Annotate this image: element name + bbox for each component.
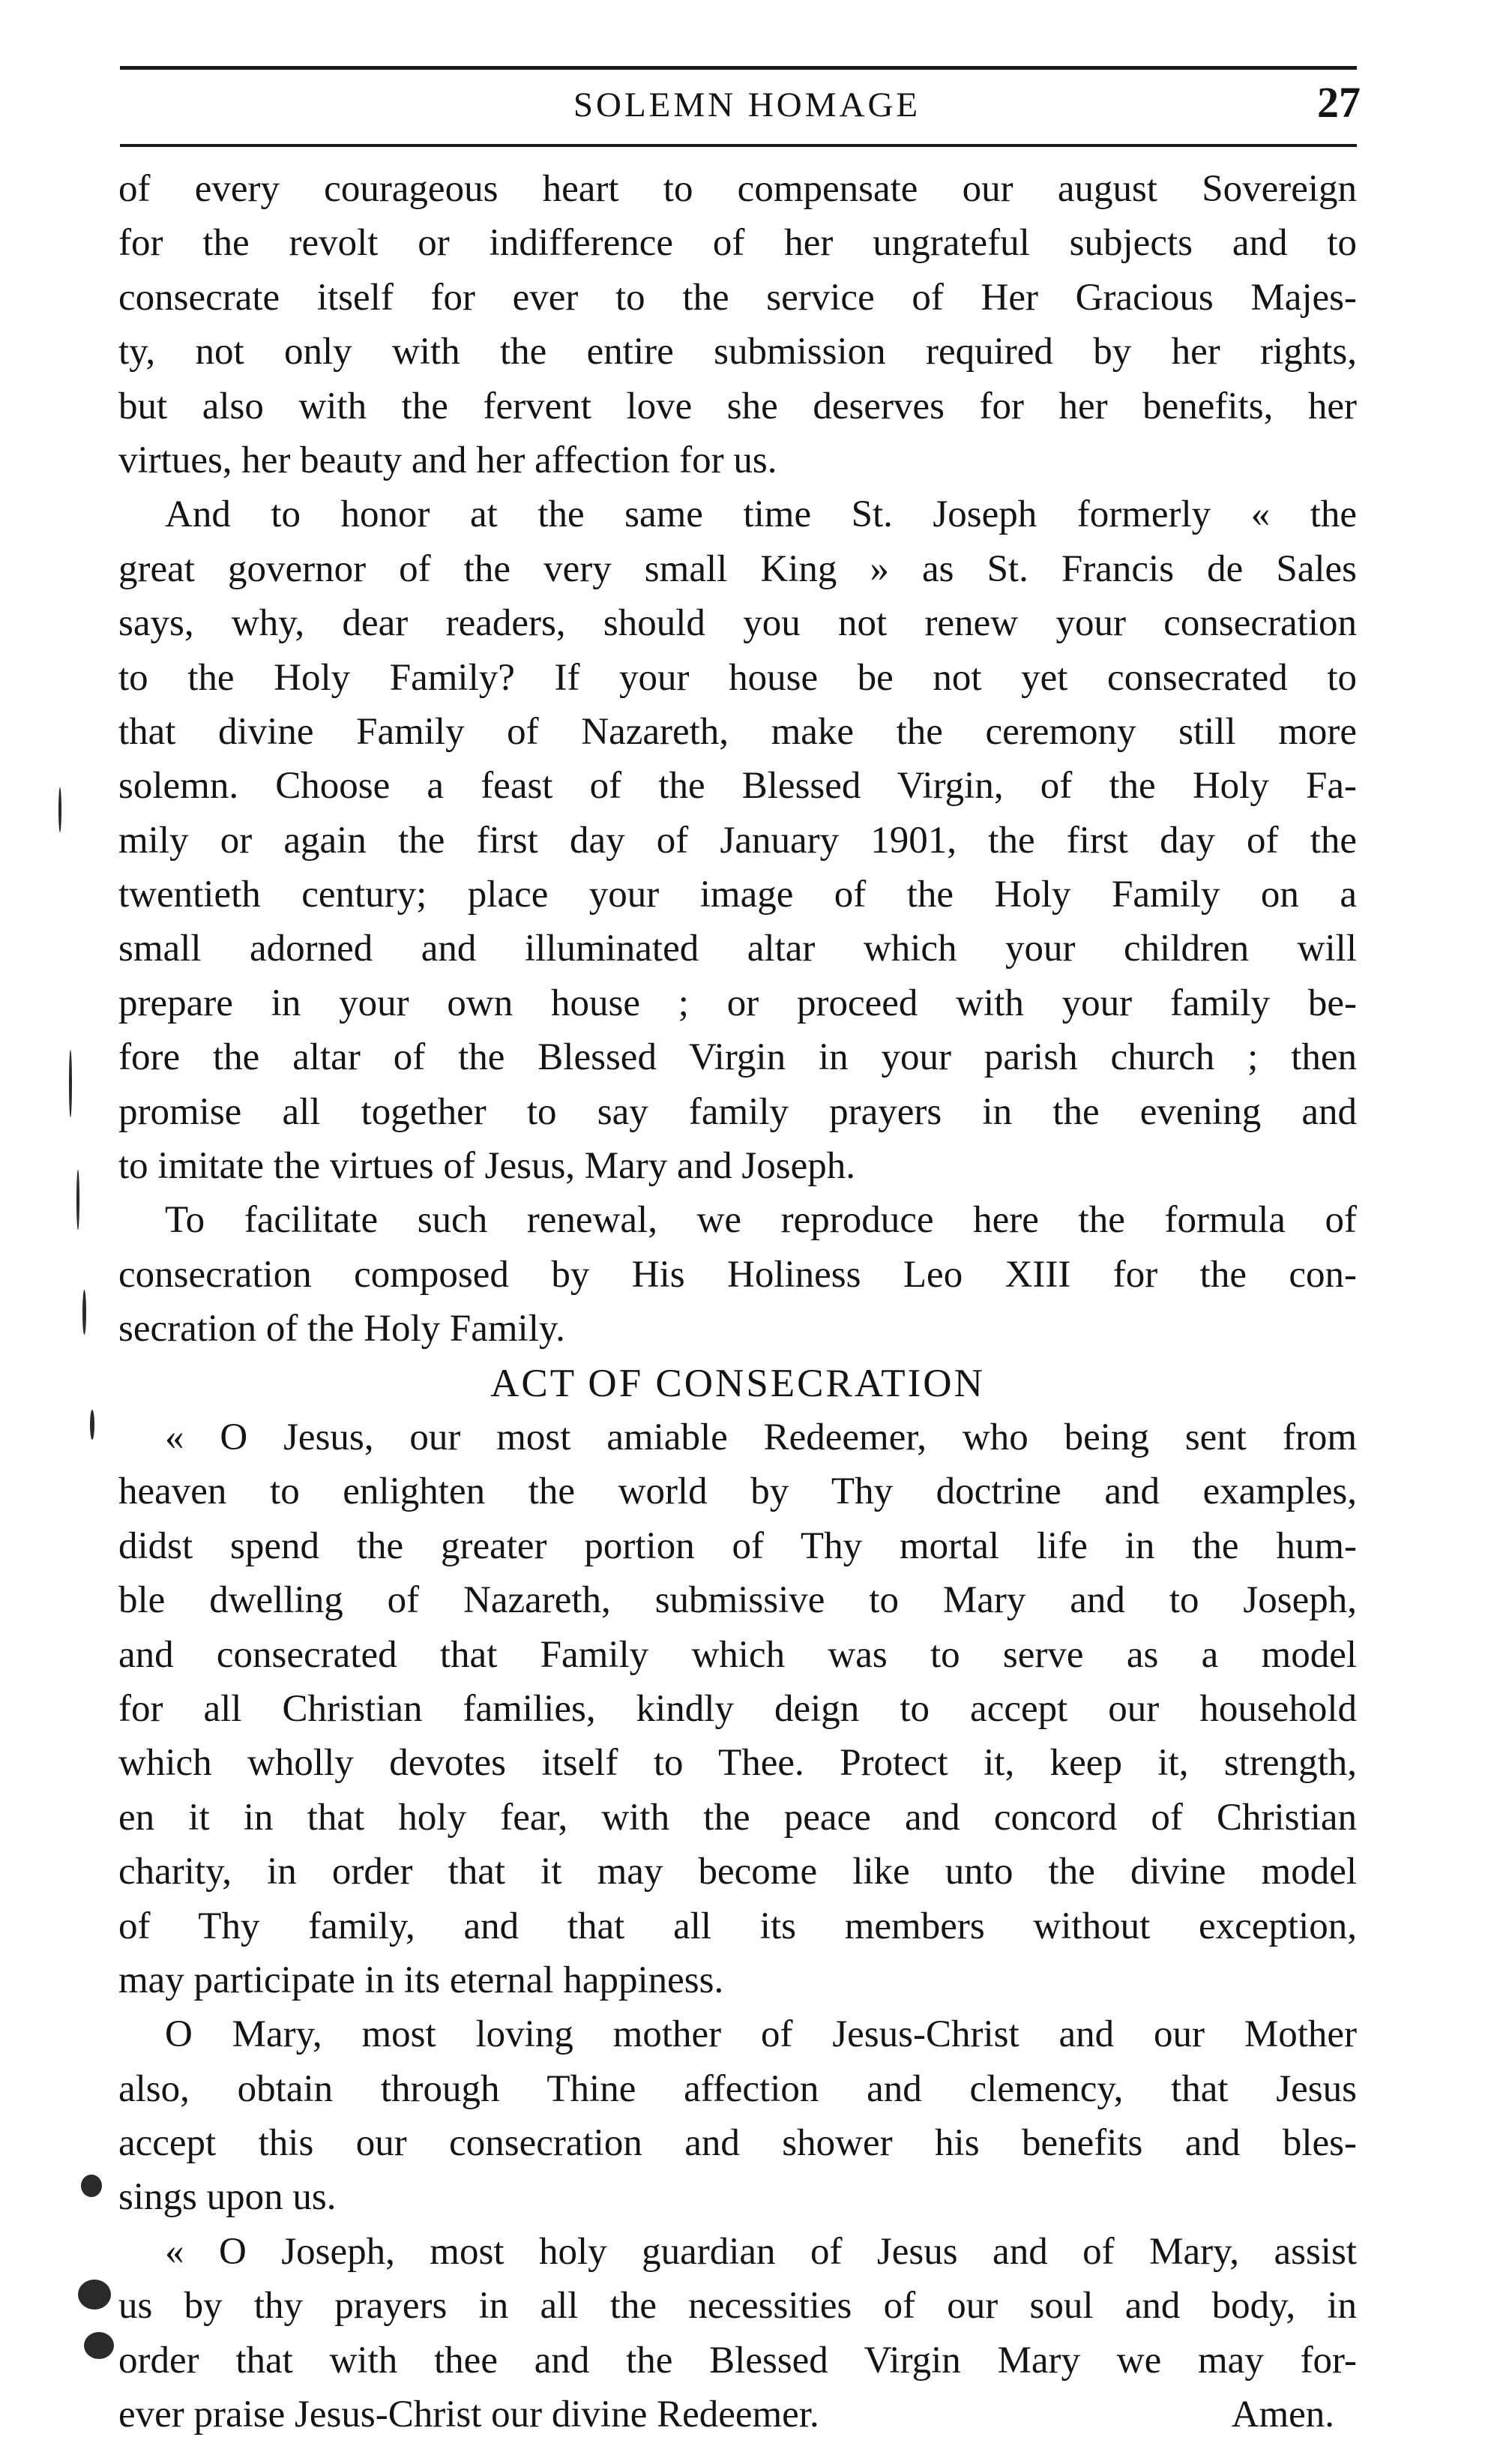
text-line: us by thy prayers in all the necessities of our soul and body, in <box>118 2285 1357 2328</box>
text-line: sings upon us. <box>118 2176 337 2219</box>
text-line: charity, in order that it may become like unto the divine model <box>118 1851 1357 1893</box>
text-line: virtues, her beauty and her affection for us. <box>118 439 777 481</box>
text-line: may participate in its eternal happiness. <box>118 1959 724 2001</box>
section-heading: ACT OF CONSECRATION <box>490 1361 985 1405</box>
text-line-final <box>118 2388 1357 2442</box>
margin-speck <box>84 2332 114 2359</box>
text-line: great governor of the very small King » as St. Francis de Sales <box>118 547 1357 590</box>
text-line: but also with the fervent love she deserves for her benefits, her <box>118 385 1357 427</box>
text-line: accept this our consecration and shower his benefits and bles- <box>118 2122 1357 2165</box>
text-line: to imitate the virtues of Jesus, Mary and Joseph. <box>118 1145 855 1188</box>
text-line: that divine Family of Nazareth, make the ceremony still more <box>118 710 1357 753</box>
margin-speck <box>81 2175 102 2197</box>
page-number: 27 <box>1317 78 1361 127</box>
text-line: promise all together to say family prayers in the evening and <box>118 1090 1357 1133</box>
running-title: SOLEMN HOMAGE <box>573 85 921 124</box>
body-text <box>118 162 1357 2442</box>
text-line: didst spend the greater portion of Thy mortal life in the hum- <box>118 1524 1357 1567</box>
text-line: « O Jesus, our most amiable Redeemer, who being sent from <box>165 1416 1357 1458</box>
text-line: for all Christian families, kindly deign to accept our household <box>118 1687 1357 1730</box>
text-line: for the revolt or indifference of her ungrateful subjects and to <box>118 222 1357 265</box>
text-line: solemn. Choose a feast of the Blessed Virgin, of the Holy Fa- <box>118 765 1357 808</box>
text-line: of every courageous heart to compensate our august Sovereign <box>118 168 1357 210</box>
margin-speck <box>90 1410 94 1440</box>
text-line: consecrate itself for ever to the service of Her Gracious Majes- <box>118 276 1357 319</box>
text-line: heaven to enlighten the world by Thy doctrine and examples, <box>118 1470 1357 1513</box>
text-line: consecration composed by His Holiness Leo XIII for the con- <box>118 1253 1357 1296</box>
margin-speck <box>58 787 61 832</box>
text-line: says, why, dear readers, should you not renew your consecration <box>118 602 1357 645</box>
closing-word: Amen. <box>1231 2394 1334 2436</box>
text-line: which wholly devotes itself to Thee. Protect it, keep it, strength, <box>118 1742 1357 1785</box>
text-line: prepare in your own house ; or proceed with your family be- <box>118 982 1357 1024</box>
text-line: ble dwelling of Nazareth, submissive to Mary and to Joseph, <box>118 1579 1357 1622</box>
text-line: secration of the Holy Family. <box>118 1308 565 1350</box>
margin-speck <box>69 1050 72 1117</box>
header-bottom-rule <box>120 144 1357 147</box>
text-line: To facilitate such renewal, we reproduce here the formula of <box>165 1199 1357 1242</box>
text-line: order that with thee and the Blessed Virgin Mary we may for- <box>118 2339 1357 2382</box>
text-line: « O Joseph, most holy guardian of Jesus and of Mary, assist <box>165 2230 1357 2273</box>
text-line: en it in that holy fear, with the peace and concord of Christian <box>118 1796 1357 1839</box>
margin-speck <box>76 1170 79 1230</box>
text-line: mily or again the first day of January 1901, the first day of the <box>118 819 1357 862</box>
text-line: O Mary, most loving mother of Jesus-Christ and our Mother <box>165 2013 1357 2056</box>
text-line: to the Holy Family? If your house be not yet consecrated to <box>118 656 1357 699</box>
margin-speck <box>82 1290 86 1335</box>
text-line: And to honor at the same time St. Joseph formerly « the <box>165 493 1357 536</box>
header-top-rule <box>120 66 1357 70</box>
text-line: small adorned and illuminated altar which your children will <box>118 928 1357 970</box>
text-line: and consecrated that Family which was to serve as a model <box>118 1633 1357 1676</box>
margin-speck <box>78 2280 111 2310</box>
text-line: also, obtain through Thine affection and clemency, that Jesus <box>118 2067 1357 2110</box>
text-line: twentieth century; place your image of the Holy Family on a <box>118 874 1357 916</box>
text-line: ty, not only with the entire submission required by her rights, <box>118 331 1357 373</box>
text-line: ever praise Jesus-Christ our divine Redeemer. <box>118 2394 819 2436</box>
text-line: of Thy family, and that all its members without exception, <box>118 1905 1357 1947</box>
text-line: fore the altar of the Blessed Virgin in your parish church ; then <box>118 1036 1357 1079</box>
